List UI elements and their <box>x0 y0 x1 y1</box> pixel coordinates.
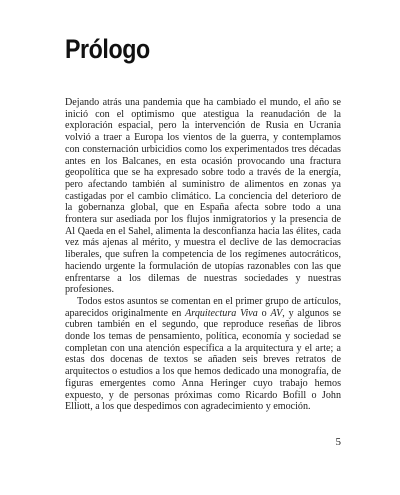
paragraph-2-end: , y algunos se cubren también en el segundo, que reproduce reseñas de libros donde los temas de pensamiento, política, economía y sociedad se completan con una atención específica a la arquitectura y el arte; a estas dos docenas de textos se añaden seis breves retratos de arquitectos o estudios a los que hemos dedicado una monografía, de figuras emergentes como Anna Heringer cuyo trabajo hemos expuesto, y de personas próximas como Ricardo Bofill o John Elliott, a los que despedimos con agradecimiento y emoción. <box>65 307 342 413</box>
paragraph-2-or: o <box>257 307 271 319</box>
journal-name: Arquitectura Viva <box>185 307 258 319</box>
page-title: Prólogo <box>65 34 150 64</box>
paragraph-1: Dejando atrás una pandemia que ha cambiado el mundo, el año se inició con el optimismo que atestigua la reanudación de la exploración espacial, pero la intervención de Rusia en Ucrania volvió a traer a Europa los vientos de la guerra, y contemplamos con consternación urbicidios como los experimentados tres décadas antes en los Balcanes, en esta ocasión provocando una fractura geopolítica que se ha expresado sobre todo a través de la energía, pero afectando también al suministro de alimentos en zonas ya castigadas por el cambio climático. La conciencia del deterioro de la gobernanza global, que en España afecta sobre todo a una frontera sur asediada por los flujos inmigratorios y la presencia de Al Qaeda en el Sahel, alimenta la desconfianza hacia las élites, cada vez más ajenas al mérito, y muestra el declive de las democracias liberales, que sufren la competencia de los regímenes autocráticos, haciendo urgente la formulación de utopías razonables con las que enfrentarse a los dilemas de nuestras sociedades y nuestras profesiones. <box>65 97 341 296</box>
page-number: 5 <box>335 436 341 448</box>
paragraph-2-start: Todos estos asuntos se comentan en el primer grupo de artículos, aparecidos originalmente en <box>65 295 341 319</box>
paragraph-2 <box>65 296 341 413</box>
prologue-body <box>65 97 341 413</box>
journal-name-2: AV <box>270 307 283 319</box>
